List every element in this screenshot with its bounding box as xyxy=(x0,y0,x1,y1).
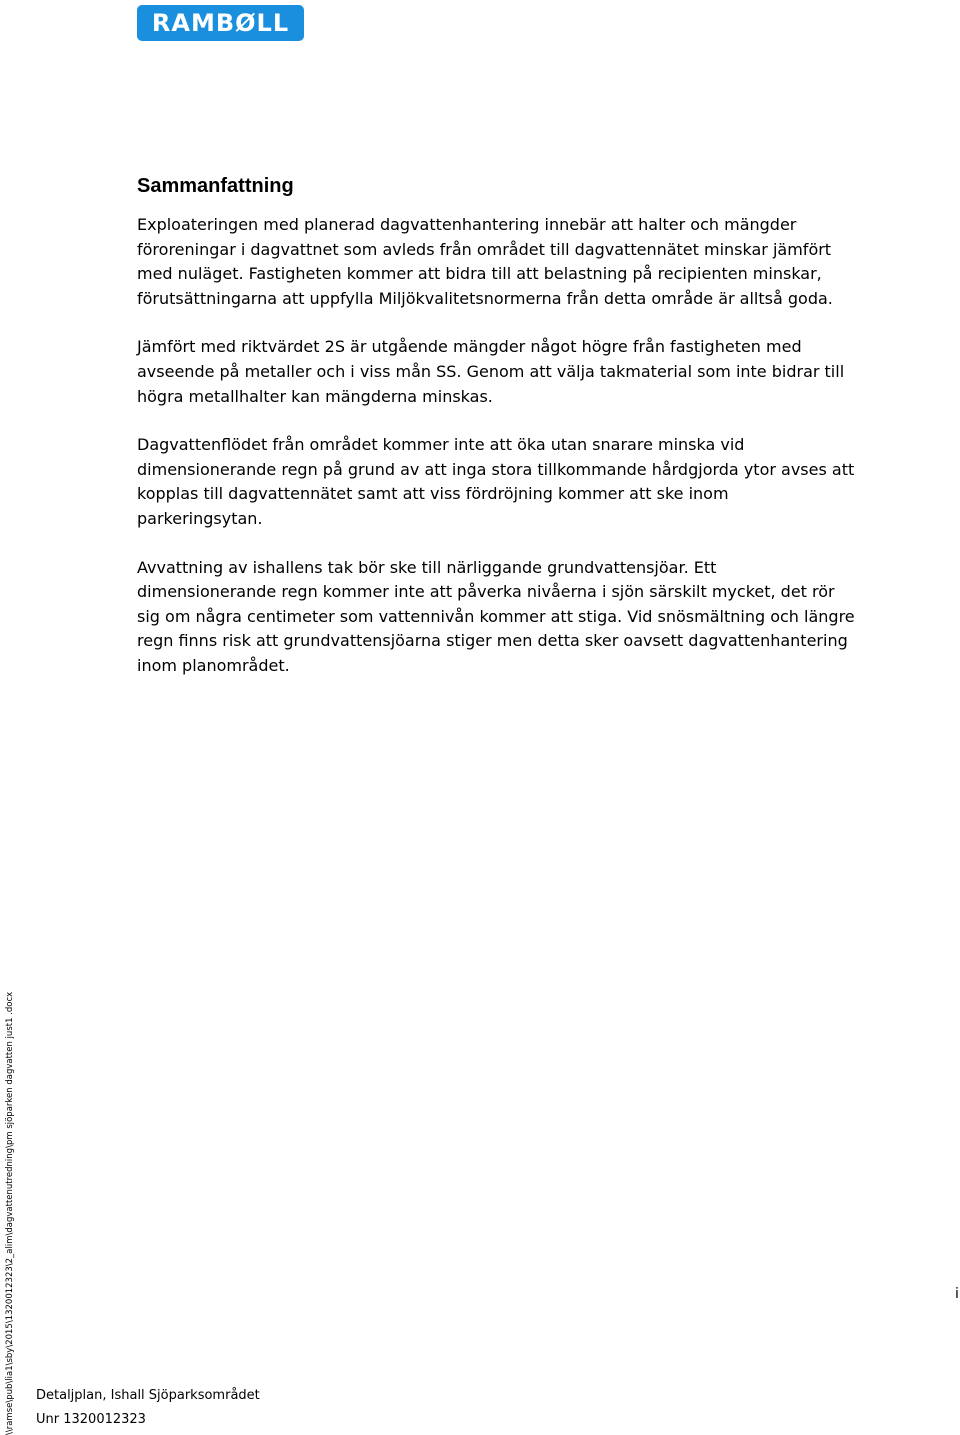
page-number: i xyxy=(955,1286,959,1302)
summary-paragraph-1: Exploateringen med planerad dagvattenhantering innebär att halter och mängder föroreningar i dagvattnet som avleds från området till dagvattennätet minskar jämfört med nuläget. Fastigheten kommer att bidra till att belastning på recipienten minskar, förutsättningarna att uppfylla Miljökvalitetsnormerna från detta område är alltså goda. xyxy=(137,215,833,308)
file-path-margin: \\ramse\pub\lia1\sby\2015\1320012323\2_alim\dagvattenutredning\pm sjöparken dagvatten just1 .docx xyxy=(5,991,15,1435)
logo-text: RAMBØLL xyxy=(151,9,290,37)
footer-unr: Unr 1320012323 xyxy=(36,1412,146,1427)
page-title: Sammanfattning xyxy=(137,175,294,197)
ramboll-logo xyxy=(137,5,304,41)
summary-paragraph-3: Dagvattenflödet från området kommer inte att öka utan snarare minska vid dimensionerande regn på grund av att inga stora tillkommande hårdgjorda ytor avses att kopplas till dagvattennätet samt att viss fördröjning kommer att ske inom parkeringsytan. xyxy=(137,435,855,528)
summary-paragraph-4: Avvattning av ishallens tak bör ske till närliggande grundvattensjöar. Ett dimensionerande regn kommer inte att påverka nivåerna i sjön särskilt mycket, det rör sig om några centimeter som vattennivån kommer att stiga. Vid snösmältning och längre regn finns risk att grundvattensjöarna stiger men detta sker oavsett dagvattenhantering inom planområdet. xyxy=(137,557,855,675)
summary-paragraph-2: Jämfört med riktvärdet 2S är utgående mängder något högre från fastigheten med avseende på metaller och i viss mån SS. Genom att välja takmaterial som inte bidrar till högra metallhalter kan mängderna minskas. xyxy=(137,337,845,406)
main-content xyxy=(137,173,857,703)
footer-document-title: Detaljplan, Ishall Sjöparksområdet xyxy=(36,1388,260,1403)
